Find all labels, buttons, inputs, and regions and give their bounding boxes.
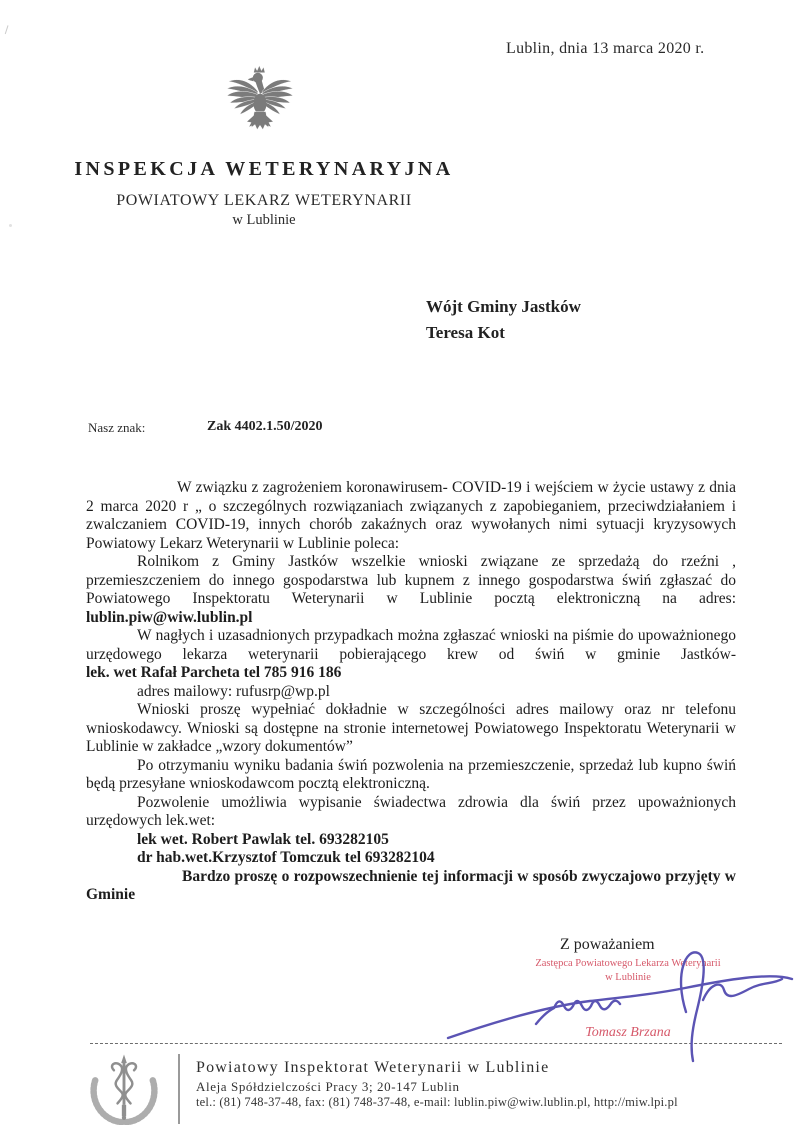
footer-org-title: Powiatowy Inspektorat Weterynarii w Lublinie xyxy=(196,1059,550,1076)
vet-contact-parcheta: lek. wet Rafał Parcheta tel 785 916 186 xyxy=(86,664,342,681)
paragraph: Wnioski proszę wypełniać dokładnie w szczególności adres mailowy oraz nr telefonu wnioskodawcy. Wnioski są dostępne na stronie internetowej Powiatowego Inspektoratu Weterynarii w Lublinie w zakładce „wzory dokumentów” xyxy=(86,701,736,755)
footer-address: Aleja Spółdzielczości Pracy 3; 20-147 Lublin xyxy=(196,1079,460,1094)
closing-request: Bardzo proszę o rozpowszechnienie tej informacji w sposób zwyczajowo przyjęty w Gminie xyxy=(86,867,736,903)
polish-eagle-icon xyxy=(224,64,296,152)
stamp-title-line2: w Lublinie xyxy=(605,972,651,983)
vet-contact-pawlak: lek wet. Robert Pawlak tel. 693282105 xyxy=(137,830,389,848)
paragraph: W związku z zagrożeniem koronawirusem- COVID-19 i wejściem w życie ustawy z dnia 2 marca 2020 r „ o szczególnych rozwiązaniach związanych z zapobieganiem, przeciwdziałaniem i zwalczaniem COVID-19, innych chorób zakaźnych oraz wywołanych nimi sytuacji kryzysowych Powiatowy Lekarz Weterynarii w Lublinie poleca: xyxy=(86,479,736,552)
footer-contact: tel.: (81) 748-37-48, fax: (81) 748-37-48, e-mail: lublin.piw@wiw.lublin.pl, http://miw.lpi.pl xyxy=(196,1095,678,1109)
reference-label: Nasz znak: xyxy=(88,420,146,435)
mail-line: adres mailowy: rufusrp@wp.pl xyxy=(137,682,330,700)
addressee-line2: Teresa Kot xyxy=(426,323,505,342)
vet-contact-tomczuk: dr hab.wet.Krzysztof Tomczuk tel 693282104 xyxy=(137,849,435,866)
addressee-line1: Wójt Gminy Jastków xyxy=(426,297,581,316)
handwritten-signature-icon xyxy=(440,944,800,1064)
reference-number: Zak 4402.1.50/2020 xyxy=(207,419,323,434)
paragraph: W nagłych i uzasadnionych przypadkach można zgłaszać wnioski na piśmie do upoważnionego urzędowego lekarza weterynarii pobierającego krew od świń w gminie Jastków- xyxy=(86,627,736,663)
paragraph: Pozwolenie umożliwia wypisanie świadectwa zdrowia dla świń przez upoważnionych urzędowych lek.wet: xyxy=(86,793,736,829)
veterinary-caduceus-icon xyxy=(88,1053,160,1125)
addressee-block xyxy=(426,294,581,346)
stamp-signer-name: Tomasz Brzana xyxy=(585,1025,671,1040)
date-line: Lublin, dnia 13 marca 2020 r. xyxy=(506,40,705,57)
letter-body xyxy=(86,479,736,905)
org-location: w Lublinie xyxy=(232,212,296,228)
paragraph: Rolnikom z Gminy Jastków wszelkie wnioski związane ze sprzedażą do rzeźni , przemieszczeniem do innego gospodarstwa lub kupnem z innego gospodarstwa świń zgłaszać do Powiatowego Inspektoratu Weterynarii w Lublinie pocztą elektroniczną na adres: xyxy=(86,553,736,607)
paragraph: Po otrzymaniu wyniku badania świń pozwolenia na przemieszczenie, sprzedaż lub kupno świń będą przesyłane wnioskodawcom pocztą elektroniczną. xyxy=(86,756,736,792)
org-subtitle: POWIATOWY LEKARZ WETERYNARII xyxy=(116,192,412,209)
closing-salutation: Z poważaniem xyxy=(560,936,655,953)
scan-artifact xyxy=(9,224,12,227)
email-address: lublin.piw@wiw.lublin.pl xyxy=(86,608,253,626)
stamp-title-line1: Zastępca Powiatowego Lekarza Weterynarii xyxy=(535,958,721,969)
footer-vertical-rule xyxy=(178,1054,180,1124)
org-name: INSPEKCJA WETERYNARYJNA xyxy=(74,158,454,180)
scan-artifact xyxy=(5,25,13,35)
